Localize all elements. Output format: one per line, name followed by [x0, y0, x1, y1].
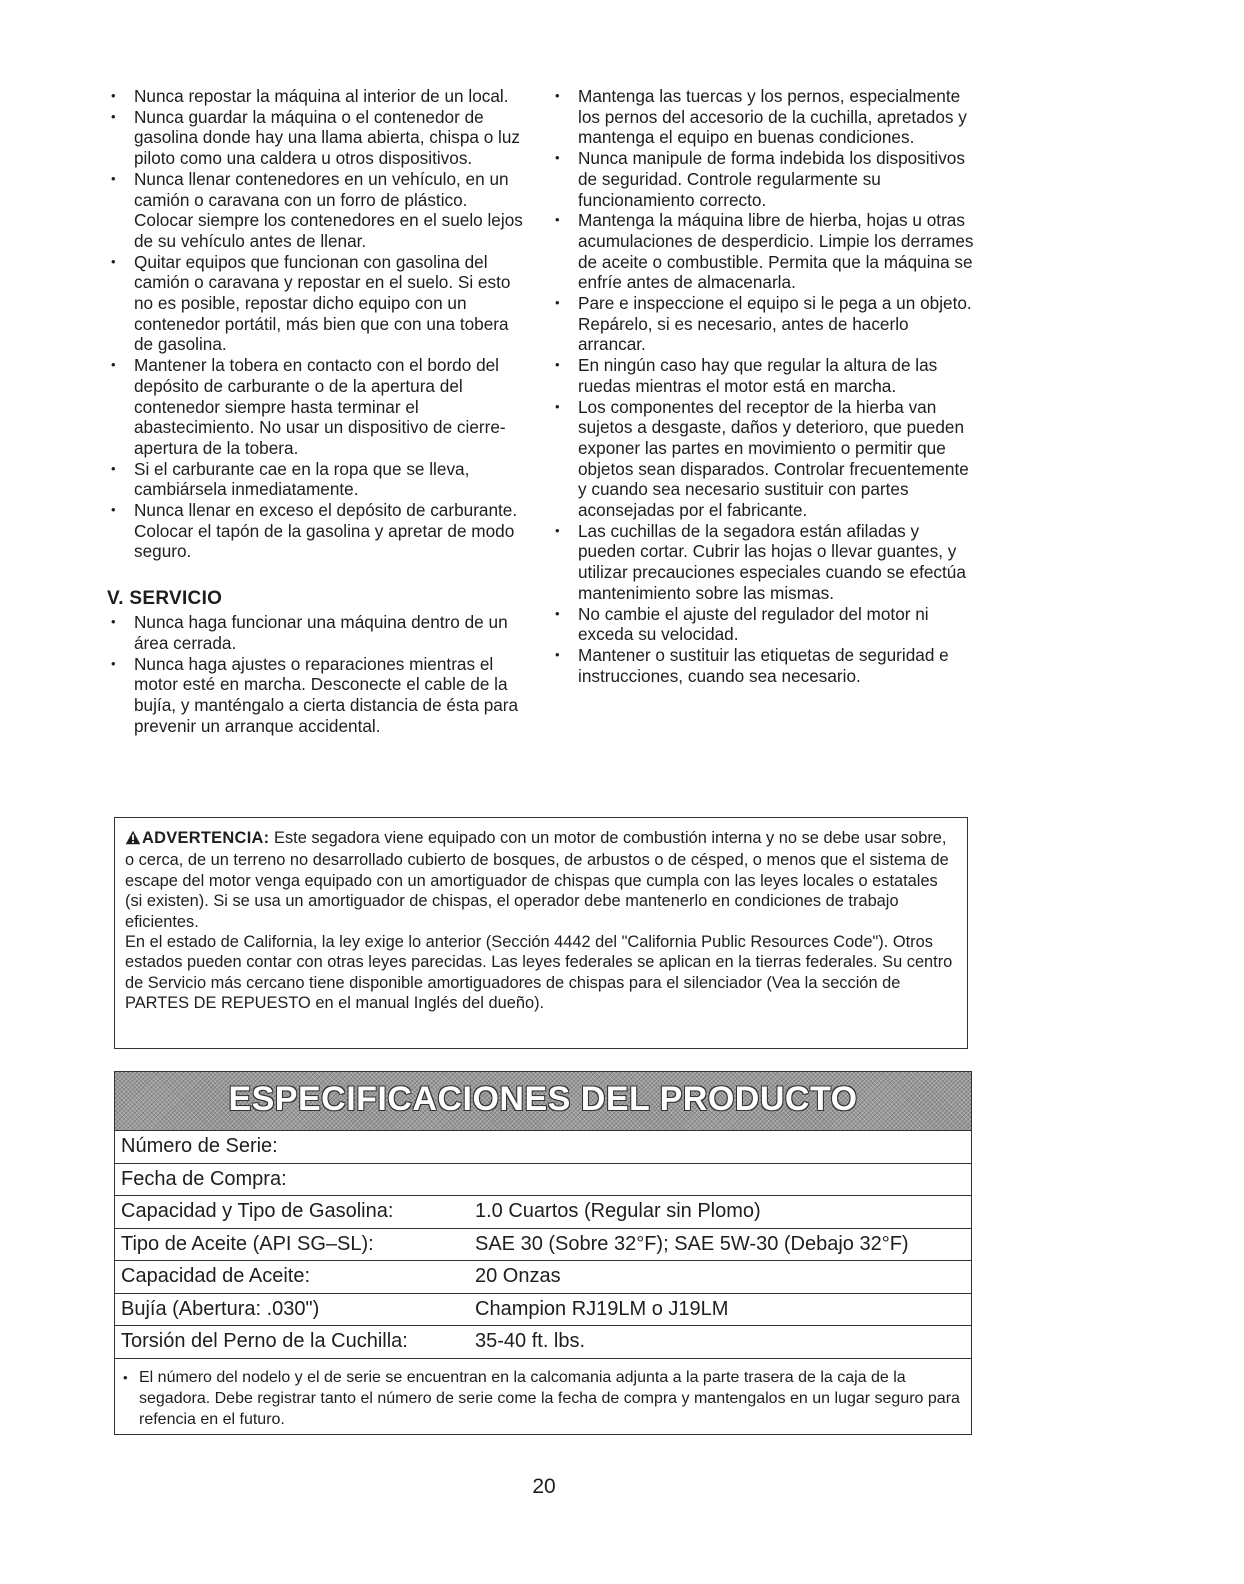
list-item: • Mantener la tobera en contacto con el bordo del depósito de carburante o de la apertura del contenedor siempre hasta terminar el abastecimiento. No usar un dispositivo de cierre-apertura de la tobera.: [107, 355, 529, 459]
spec-label: Número de Serie:: [121, 1135, 278, 1157]
list-item: • Nunca guardar la máquina o el contenedor de gasolina donde hay una llama abierta, chispa o luz piloto como una caldera u otros dispositivos.: [107, 107, 529, 169]
table-row: [115, 1293, 971, 1326]
fueling-safety-list: [107, 86, 529, 562]
spec-note: [115, 1358, 971, 1430]
page-number: 20: [532, 1475, 556, 1498]
warning-label: ADVERTENCIA:: [142, 829, 270, 847]
spec-label: Torsión del Perno de la Cuchilla:: [121, 1330, 408, 1352]
spec-value: 35-40 ft. lbs.: [475, 1330, 586, 1352]
spec-note-list: [123, 1367, 961, 1430]
list-item: • Nunca repostar la máquina al interior de un local.: [107, 86, 529, 107]
product-specifications-table: [114, 1071, 972, 1435]
table-row: [115, 1260, 971, 1293]
spec-header-banner: [115, 1072, 971, 1130]
service-list: [107, 612, 529, 736]
spec-label: Bujía (Abertura: .030"): [121, 1297, 320, 1320]
list-item: • Nunca manipule de forma indebida los dispositivos de seguridad. Controle regularmente su funcionamiento correcto.: [551, 148, 976, 210]
list-item: • Quitar equipos que funcionan con gasolina del camión o caravana y repostar en el suelo. Si esto no es posible, repostar dicho equipo con un contenedor portátil, más bien que con una tobera de gasolina.: [107, 252, 529, 356]
spec-value: SAE 30 (Sobre 32°F); SAE 5W-30 (Debajo 32°F): [475, 1232, 909, 1255]
list-item: • Mantener o sustituir las etiquetas de seguridad e instrucciones, cuando sea necesario.: [551, 645, 976, 686]
right-column: [551, 86, 976, 686]
list-item: • Nunca llenar en exceso el depósito de carburante. Colocar el tapón de la gasolina y apretar de modo seguro.: [107, 500, 529, 562]
list-item: • Mantenga las tuercas y los pernos, especialmente los pernos del accesorio de la cuchilla, apretados y mantenga el equipo en buenas condiciones.: [551, 86, 976, 148]
left-column: [107, 86, 529, 736]
section-heading-servicio: V. SERVICIO: [107, 588, 223, 610]
warning-text-california: En el estado de California, la ley exige lo anterior (Sección 4442 del "California Public Resources Code"). Otros estados pueden contar con otras leyes parecidas. Las leyes federales se aplican en la tierras federales. Su centro de Servicio más cercano tiene disponible amortiguadores de chispas para el silenciador (Vea la sección de PARTES DE REPUESTO en el manual Inglés del dueño).: [125, 933, 953, 1013]
spec-value: 1.0 Cuartos (Regular sin Plomo): [475, 1200, 761, 1222]
table-row: [115, 1130, 971, 1163]
list-item: • Los componentes del receptor de la hierba van sujetos a desgaste, daños y deterioro, que pueden exponer las partes en movimiento o permitir que objetos sean disparados. Controlar frecuentemente y cuando sea necesario sustituir con partes aconsejadas por el fabricante.: [551, 397, 976, 521]
spec-label: Tipo de Aceite (API SG–SL):: [121, 1232, 374, 1255]
list-item: • Mantenga la máquina libre de hierba, hojas u otras acumulaciones de desperdicio. Limpie los derrames de aceite o combustible. Permita que la máquina se enfríe antes de almacenarla.: [551, 210, 976, 293]
list-item: • Nunca llenar contenedores en un vehículo, en un camión o caravana con un forro de plástico. Colocar siempre los contenedores en el suelo lejos de su vehículo antes de llenar.: [107, 169, 529, 252]
table-row: [115, 1195, 971, 1228]
spec-label: Capacidad y Tipo de Gasolina:: [121, 1200, 394, 1222]
list-item: • Nunca haga ajustes o reparaciones mientras el motor esté en marcha. Desconecte el cable de la bujía, y manténgalo a cierta distancia de ésta para prevenir un arranque accidental.: [107, 654, 529, 737]
warning-box: [114, 817, 968, 1049]
list-item: • En ningún caso hay que regular la altura de las ruedas mientras el motor está en marcha.: [551, 355, 976, 396]
warning-text: Este segadora viene equipado con un motor de combustión interna y no se debe usar sobre, o cerca, de un terreno no desarrollado cubierto de bosques, de arbustos o de césped, o menos que el sistema de escape del motor venga equipado con un amortiguador de chispas que cumpla con las leyes locales o estatales (si existen). Si se usa un amortiguador de chispas, el operador debe mantenerlo en condiciones de trabajo eficientes.: [125, 829, 949, 931]
list-item: • Las cuchillas de la segadora están afiladas y pueden cortar. Cubrir las hojas o llevar guantes, y utilizar precauciones especiales cuando se efectúa mantenimiento sobre las mismas.: [551, 521, 976, 604]
spec-value: Champion RJ19LM o J19LM: [475, 1297, 729, 1320]
warning-triangle-icon: [125, 830, 141, 850]
list-item: • Nunca haga funcionar una máquina dentro de un área cerrada.: [107, 612, 529, 653]
table-row: [115, 1325, 971, 1358]
list-item: • Si el carburante cae en la ropa que se lleva, cambiársela inmediatamente.: [107, 459, 529, 500]
maintenance-safety-list: [551, 86, 976, 686]
list-item: • Pare e inspeccione el equipo si le pega a un objeto. Repárelo, si es necesario, antes de hacerlo arrancar.: [551, 293, 976, 355]
spec-title: ESPECIFICACIONES DEL PRODUCTO: [228, 1080, 858, 1118]
spec-label: Fecha de Compra:: [121, 1167, 287, 1190]
table-row: [115, 1228, 971, 1261]
spec-value: 20 Onzas: [475, 1265, 561, 1287]
list-item: • No cambie el ajuste del regulador del motor ni exceda su velocidad.: [551, 604, 976, 645]
table-row: [115, 1163, 971, 1196]
spec-note-text: • El número del nodelo y el de serie se encuentran en la calcomania adjunta a la parte trasera de la caja de la segadora. Debe registrar tanto el número de serie come la fecha de compra y mantengalos en un lugar seguro para refencia en el futuro.: [123, 1367, 961, 1430]
spec-label: Capacidad de Aceite:: [121, 1265, 311, 1287]
